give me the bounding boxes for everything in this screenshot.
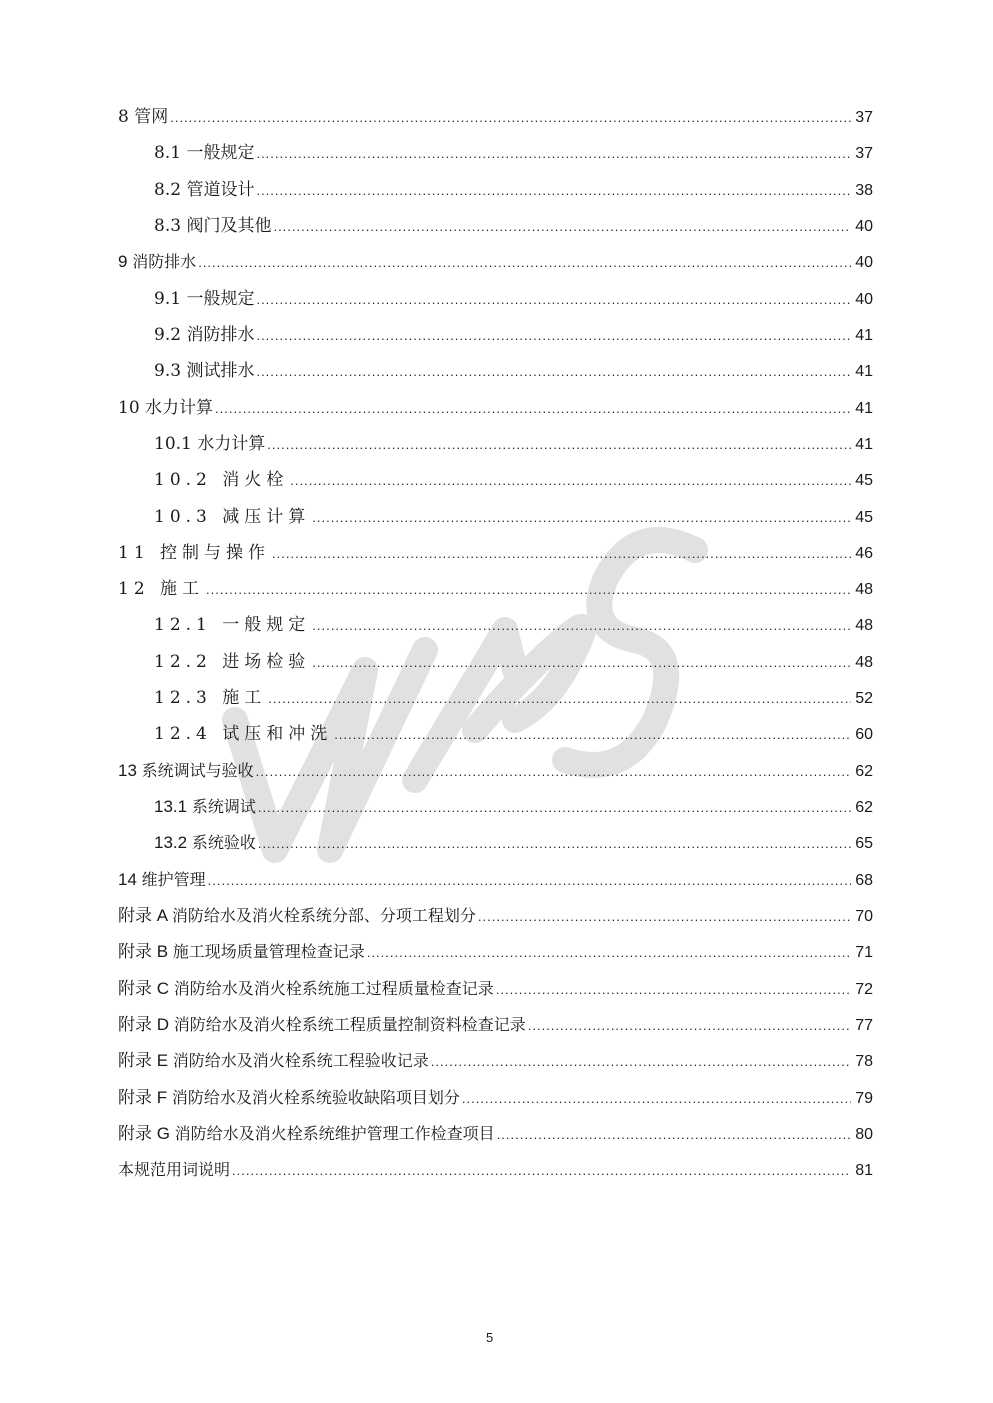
toc-entry-title: 控制与操作 [160,543,271,563]
toc-entry[interactable] [118,432,873,456]
dot-leader [497,1123,851,1147]
toc-entry[interactable] [118,977,873,1001]
dot-leader [312,651,851,675]
toc-entry[interactable] [118,359,873,383]
toc-entry-title: 系统调试与验收 [141,761,254,780]
toc-entry-number: 12.2 [154,652,223,672]
toc-entry-number: 8.2 [154,180,187,200]
toc-entry-page: 48 [855,581,873,598]
toc-entry-number: 附录 G [118,1124,175,1143]
toc-entry[interactable] [118,250,873,274]
toc-entry-title: 本规范用词说明 [118,1160,231,1179]
dot-leader [268,687,851,711]
toc-entry[interactable] [118,141,873,165]
toc-entry-page: 52 [855,690,873,707]
toc-entry-number: 10 [118,398,146,418]
toc-entry-title: 减压计算 [222,507,311,527]
toc-entry[interactable] [118,613,873,637]
toc-entry-page: 45 [855,509,873,526]
dot-leader [256,288,851,312]
dot-leader [256,324,851,348]
toc-entry-page: 62 [855,763,873,780]
toc-entry[interactable] [118,287,873,311]
toc-entry[interactable] [118,1013,873,1037]
toc-entry-title: 维护管理 [141,870,206,889]
toc-entry-title: 消防给水及消火栓系统工程质量控制资料检查记录 [173,1015,526,1034]
toc-entry-page: 48 [855,654,873,671]
toc-entry-page: 68 [855,872,873,889]
toc-entry-page: 46 [855,545,873,562]
toc-entry-page: 65 [855,835,873,852]
toc-entry-title: 消防给水及消火栓系统验收缺陷项目划分 [171,1088,460,1107]
toc-entry-title: 消防给水及消火栓系统维护管理工作检查项目 [174,1124,495,1143]
dot-leader [462,1087,851,1111]
toc-entry-number: 附录 F [118,1088,172,1107]
dot-leader [312,614,851,638]
dot-leader [208,869,851,893]
toc-entry-number: 12 [118,579,161,599]
toc-entry-number: 10.1 [154,434,198,454]
toc-entry-number: 12.3 [154,688,223,708]
toc-entry[interactable] [118,686,873,710]
toc-entry-title: 消防排水 [132,252,197,271]
dot-leader [258,832,851,856]
dot-leader [496,978,851,1002]
toc-entry-number: 附录 A [118,906,172,925]
toc-entry-number: 10.2 [154,470,223,490]
toc-entry-number: 14 [118,870,142,889]
toc-entry-title: 试压和冲洗 [222,724,333,744]
toc-entry-page: 78 [855,1053,873,1070]
dot-leader [170,106,851,130]
toc-entry-number: 9.3 [154,361,187,381]
toc-entry-page: 37 [855,109,873,126]
toc-entry-page: 45 [855,472,873,489]
dot-leader [290,469,851,493]
toc-entry-number: 10.3 [154,507,223,527]
dot-leader [312,506,851,530]
dot-leader [258,796,851,820]
toc-entry[interactable] [118,577,873,601]
toc-entry-title: 测试排水 [186,361,255,381]
toc-entry-title: 消火栓 [222,470,289,490]
dot-leader [206,578,851,602]
toc-entry[interactable] [118,722,873,746]
toc-entry-number: 8 [118,107,135,127]
dot-leader [215,397,851,421]
dot-leader [256,360,851,384]
dot-leader [273,215,851,239]
toc-entry-title: 消防给水及消火栓系统分部、分项工程划分 [171,906,476,925]
toc-entry-number: 8.3 [154,216,187,236]
toc-entry-title: 系统验收 [191,833,256,852]
toc-entry[interactable] [118,396,873,420]
toc-entry-number: 附录 C [118,979,174,998]
dot-leader [528,1014,851,1038]
toc-entry-page: 81 [855,1162,873,1179]
dot-leader [367,941,851,965]
toc-entry-page: 72 [855,981,873,998]
toc-entry-title: 管网 [134,107,169,127]
toc-entry-number: 9.1 [154,289,187,309]
toc-entry[interactable] [118,1086,873,1110]
dot-leader [272,542,851,566]
toc-entry-number: 12.1 [154,615,223,635]
toc-entry-title: 系统调试 [191,797,256,816]
toc-entry[interactable] [118,105,873,129]
toc-entry-title: 管道设计 [186,180,255,200]
toc-entry-title: 进场检验 [222,652,311,672]
toc-entry-page: 41 [855,363,873,380]
toc-entry[interactable] [118,759,873,783]
toc-entry-number: 附录 B [118,942,173,961]
toc-entry-title: 消防排水 [186,325,255,345]
dot-leader [256,760,851,784]
toc-entry[interactable] [118,505,873,529]
toc-entry-page: 40 [855,218,873,235]
toc-entry[interactable] [118,795,873,819]
dot-leader [256,179,851,203]
toc-entry[interactable] [118,323,873,347]
toc-entry-number: 12.4 [154,724,223,744]
toc-entry-page: 62 [855,799,873,816]
toc-entry-page: 41 [855,400,873,417]
toc-entry[interactable] [118,831,873,855]
toc-entry-number: 9.2 [154,325,187,345]
dot-leader [431,1050,851,1074]
toc-entry[interactable] [118,468,873,492]
toc-entry-number: 附录 E [118,1051,173,1070]
toc-entry[interactable] [118,1049,873,1073]
toc-entry-number: 13.1 [154,797,192,816]
toc-entry-title: 水力计算 [197,434,266,454]
toc-entry-number: 13.2 [154,833,192,852]
toc-entry-title: 施工 [222,688,267,708]
dot-leader [267,433,851,457]
toc-entry-page: 80 [855,1126,873,1143]
toc-entry[interactable] [118,541,873,565]
toc-entry-title: 水力计算 [145,398,214,418]
toc-entry-number: 11 [118,543,161,563]
dot-leader [256,142,851,166]
toc-entry-page: 70 [855,908,873,925]
dot-leader [334,723,851,747]
toc-entry[interactable] [118,214,873,238]
toc-entry-page: 40 [855,291,873,308]
dot-leader [232,1159,851,1183]
toc-entry-title: 消防给水及消火栓系统施工过程质量检查记录 [173,979,494,998]
toc-entry-title: 施工现场质量管理检查记录 [172,942,365,961]
page-number: 5 [486,1330,494,1345]
toc-entry[interactable] [118,1158,873,1182]
toc-entry-page: 60 [855,726,873,743]
toc-entry[interactable] [118,178,873,202]
toc-entry[interactable] [118,904,873,928]
toc-entry[interactable] [118,1122,873,1146]
toc-entry-page: 41 [855,327,873,344]
toc-entry-page: 40 [855,254,873,271]
toc-entry-page: 37 [855,145,873,162]
toc-entry-page: 38 [855,182,873,199]
toc-entry-title: 一般规定 [222,615,311,635]
toc-entry[interactable] [118,940,873,964]
toc-entry[interactable] [118,650,873,674]
dot-leader [198,251,851,275]
toc-entry-page: 48 [855,617,873,634]
toc-entry-number: 13 [118,761,142,780]
toc-entry-title: 阀门及其他 [186,216,272,236]
toc-entry[interactable] [118,868,873,892]
toc-entry-number: 附录 D [118,1015,174,1034]
toc-entry-title: 消防给水及消火栓系统工程验收记录 [172,1051,429,1070]
toc-entry-title: 一般规定 [186,289,255,309]
toc-entry-title: 一般规定 [186,143,255,163]
toc-entry-number: 9 [118,252,133,271]
dot-leader [478,905,851,929]
toc-entry-page: 79 [855,1090,873,1107]
toc-entry-page: 71 [855,944,873,961]
toc-entry-number: 8.1 [154,143,187,163]
toc-entry-page: 41 [855,436,873,453]
toc-entry-title: 施工 [160,579,205,599]
toc-entry-page: 77 [855,1017,873,1034]
